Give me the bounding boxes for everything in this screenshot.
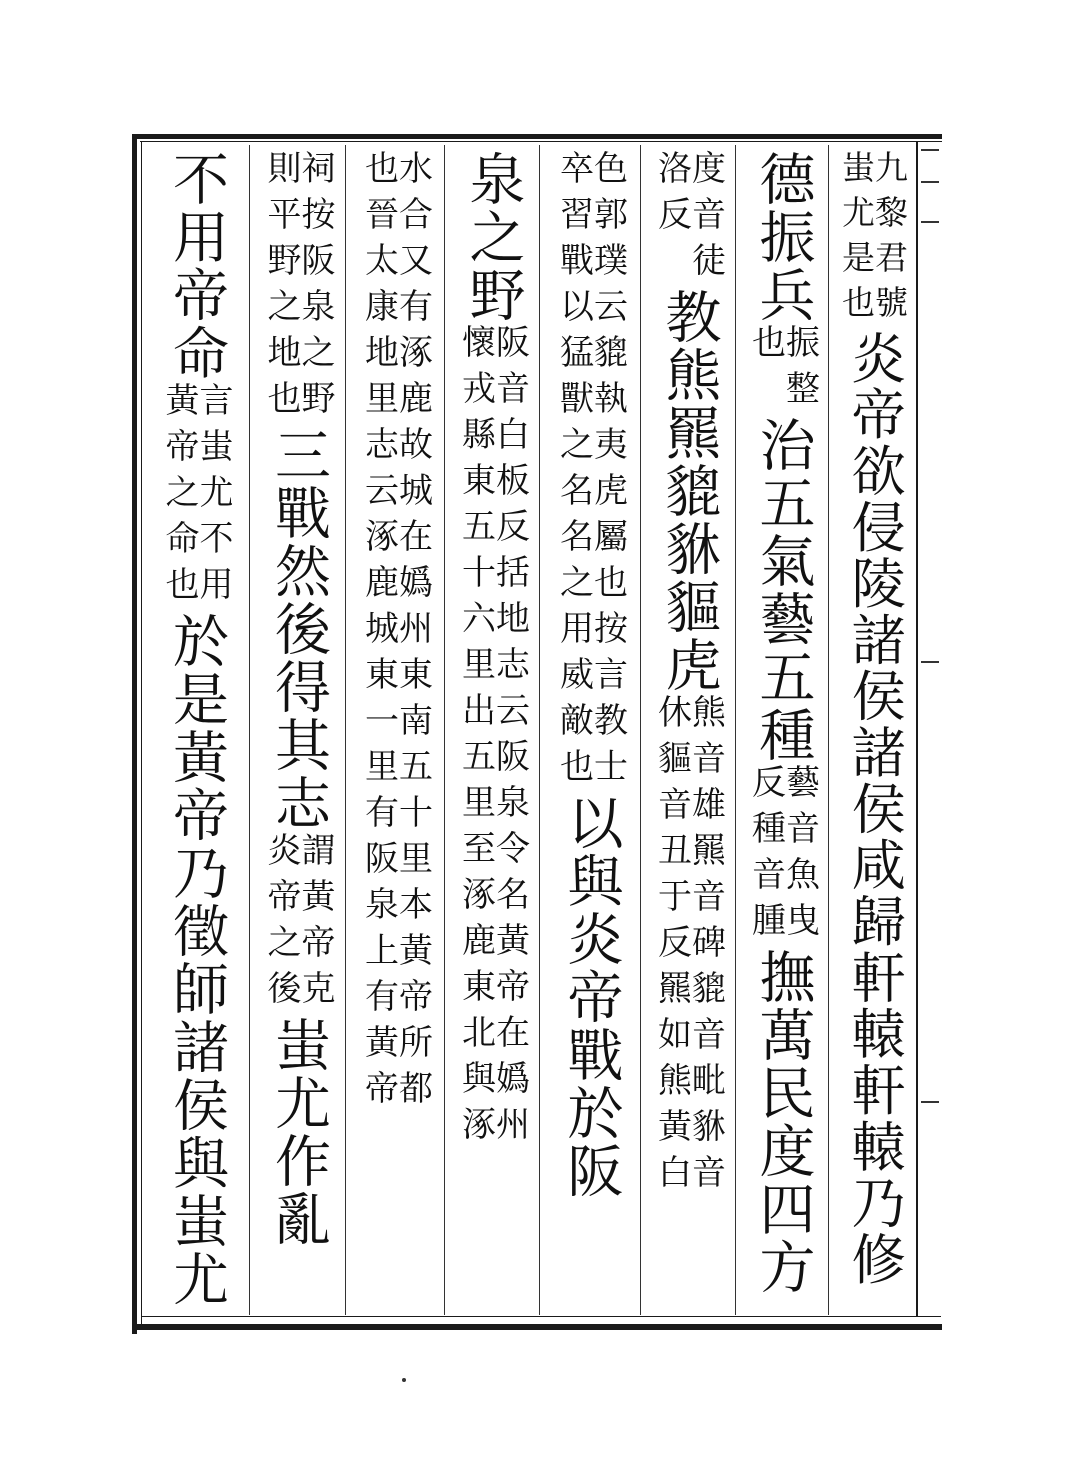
annotation-line: 水合又有涿鹿故城在嬀州東南五十里本黃帝所都 — [392, 150, 433, 1116]
text-column-5 — [446, 150, 539, 1315]
column-divider — [828, 145, 829, 1315]
text-column-2 — [737, 150, 828, 1315]
bottom-border — [132, 1324, 942, 1330]
annotation — [159, 382, 233, 612]
fold-mark — [921, 221, 939, 223]
annotation-line: 也 — [745, 324, 786, 370]
top-inner-border — [140, 141, 942, 142]
annotation-line: 反種音腫 — [745, 764, 786, 948]
text-column-3 — [642, 150, 735, 1315]
column-divider — [640, 145, 641, 1315]
annotation-line: 阪音白板反括地志云阪泉令名黃帝在嬀州 — [489, 324, 530, 1152]
fold-margin — [918, 141, 942, 1317]
column-divider — [249, 145, 250, 1315]
fold-mark — [921, 1101, 939, 1103]
annotation-line: 言蚩尤不用 — [193, 382, 233, 612]
main-text: 於是黃帝乃徵師諸侯與蚩尤 — [164, 612, 229, 1308]
annotation — [837, 150, 909, 330]
main-text: 教熊羆貔貅貙虎 — [656, 288, 722, 694]
bottom-inner-border — [141, 1316, 941, 1317]
text-column-8 — [143, 150, 249, 1315]
column-divider — [345, 145, 346, 1315]
annotation-line: 色郭璞云貔執夷虎屬也按言教士 — [587, 150, 628, 794]
main-text: 蚩尤作亂 — [266, 1016, 331, 1248]
annotation-line: 祠按阪泉之野 — [295, 150, 335, 426]
text-column-7 — [251, 150, 345, 1315]
annotation — [455, 324, 530, 1152]
annotation-line: 懷戎縣東五十六里出五里至涿鹿東北與涿 — [455, 324, 496, 1152]
fold-mark — [921, 661, 939, 663]
main-text: 撫萬民度四方 — [750, 948, 816, 1296]
top-border — [132, 134, 942, 139]
main-text: 不用帝命 — [164, 150, 229, 382]
left-inner-border — [141, 141, 142, 1327]
annotation-line: 振整 — [779, 324, 820, 416]
main-text: 以與炎帝戰於阪 — [558, 794, 624, 1200]
annotation-line: 熊音雄羆音碑貔音毗貅音 — [685, 694, 726, 1200]
column-divider — [735, 145, 736, 1315]
text-column-6 — [347, 150, 444, 1315]
annotation — [358, 150, 433, 1116]
annotation-line: 則平野之地也 — [261, 150, 301, 426]
main-text: 炎帝欲侵陵諸侯諸侯咸歸軒轅軒轅乃修 — [842, 329, 906, 1288]
ink-speck — [402, 1378, 406, 1382]
column-divider — [539, 145, 540, 1315]
annotation-line: 休貙音丑于反羆如熊黃白 — [651, 694, 692, 1200]
text-column-1 — [830, 150, 916, 1315]
annotation-line: 卒習戰以猛獸之名名之用威敵也 — [553, 150, 594, 794]
annotation-line: 九黎君號 — [869, 150, 909, 330]
annotation-line: 炎帝之後 — [261, 832, 301, 1016]
annotation — [651, 694, 726, 1200]
annotation-line: 藝音魚曳 — [779, 764, 820, 948]
fold-mark — [921, 181, 939, 183]
main-text: 德振兵 — [750, 150, 816, 324]
annotation — [651, 150, 726, 288]
left-border — [132, 134, 137, 1334]
annotation-line: 也晉太康地里志云涿鹿城東一里有阪泉上有黃帝 — [358, 150, 399, 1116]
annotation — [261, 832, 335, 1016]
main-text: 三戰然後得其志 — [266, 426, 331, 832]
annotation-line: 度音徒 — [685, 150, 726, 288]
annotation-line: 蚩尤是也 — [837, 150, 876, 330]
column-divider — [444, 145, 445, 1315]
annotation — [745, 324, 820, 416]
main-text: 治五氣藝五種 — [750, 416, 816, 764]
annotation — [745, 764, 820, 948]
annotation — [261, 150, 335, 426]
annotation-line: 黃帝之命也 — [159, 382, 199, 612]
text-column-4 — [541, 150, 640, 1315]
annotation-line: 洛反 — [651, 150, 692, 242]
annotation-line: 謂黃帝克 — [295, 832, 335, 1016]
annotation — [553, 150, 628, 794]
main-text: 泉之野 — [460, 150, 526, 324]
fold-mark — [921, 149, 939, 151]
